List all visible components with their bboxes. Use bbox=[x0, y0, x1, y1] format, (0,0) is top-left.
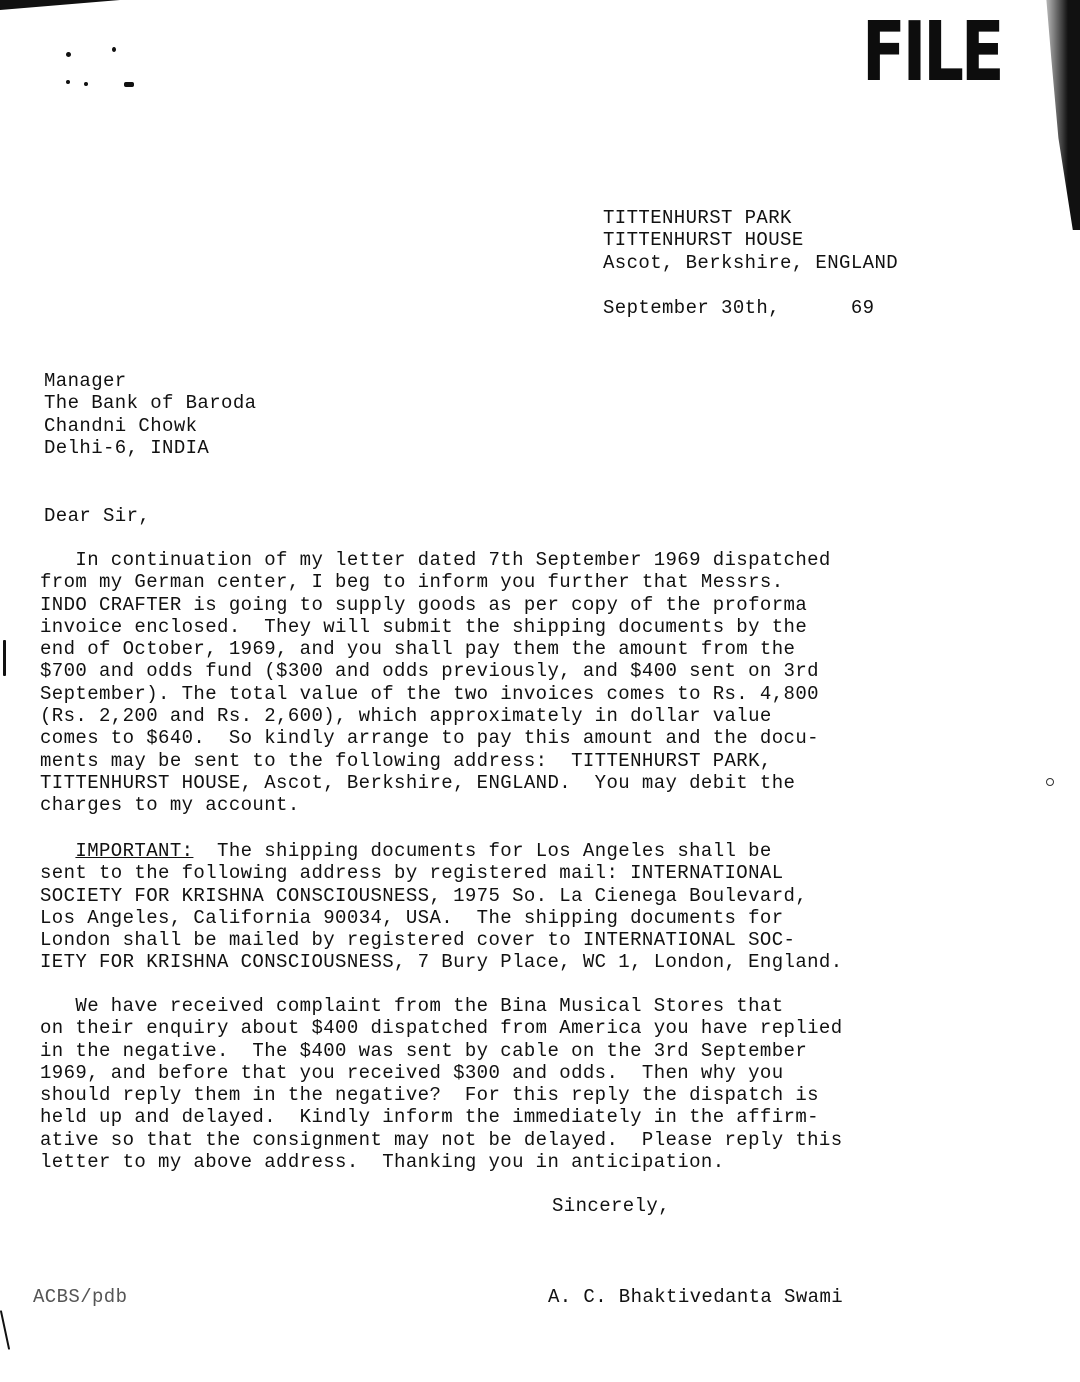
scan-edge-artifact bbox=[0, 0, 120, 10]
paragraph-line: IMPORTANT: The shipping documents for Los Angeles shall be bbox=[75, 840, 772, 862]
salutation-text: Dear Sir, bbox=[44, 505, 151, 527]
closing bbox=[552, 1195, 670, 1217]
reference-initials bbox=[33, 1286, 127, 1308]
paragraph-line: INDO CRAFTER is going to supply goods as per copy of the proforma bbox=[40, 593, 808, 616]
paragraph-line: IETY FOR KRISHNA CONSCIOUSNESS, 7 Bury Place, WC 1, London, England. bbox=[40, 951, 843, 974]
paragraph-line: $700 and odds fund ($300 and odds previously, and $400 sent on 3rd bbox=[40, 660, 819, 683]
paragraph-line: on their enquiry about $400 dispatched from America you have replied bbox=[40, 1017, 843, 1040]
scan-speck bbox=[0, 1310, 10, 1350]
paragraph-1 bbox=[40, 549, 831, 817]
scan-speck bbox=[1046, 778, 1054, 786]
paragraph-line: We have received complaint from the Bina Musical Stores that bbox=[40, 995, 784, 1017]
scan-speck bbox=[66, 80, 70, 84]
recipient-line: The Bank of Baroda bbox=[44, 392, 257, 415]
signature-block bbox=[548, 1286, 843, 1308]
recipient-line: Delhi-6, INDIA bbox=[44, 436, 210, 459]
recipient-line: Chandni Chowk bbox=[44, 414, 198, 437]
paragraph-line: in the negative. The $400 was sent by cable on the 3rd September bbox=[40, 1039, 808, 1062]
scan-speck bbox=[3, 640, 6, 676]
paragraph-line: should reply them in the negative? For this reply the dispatch is bbox=[40, 1084, 819, 1107]
paragraph-line: September). The total value of the two invoices comes to Rs. 4,800 bbox=[40, 682, 819, 705]
paragraph-line: charges to my account. bbox=[40, 794, 300, 817]
important-label: IMPORTANT: bbox=[75, 840, 194, 862]
paragraph-line: In continuation of my letter dated 7th September 1969 dispatched bbox=[40, 549, 831, 571]
paragraph-line: TITTENHURST HOUSE, Ascot, Berkshire, ENGLAND. You may debit the bbox=[40, 771, 796, 794]
sender-address-line: TITTENHURST PARK bbox=[603, 207, 792, 229]
sender-address-line: TITTENHURST HOUSE bbox=[603, 229, 804, 252]
paragraph-line: Los Angeles, California 90034, USA. The shipping documents for bbox=[40, 906, 784, 929]
reference-text: ACBS/pdb bbox=[33, 1286, 128, 1308]
salutation bbox=[44, 505, 150, 527]
paragraph-line: letter to my above address. Thanking you in anticipation. bbox=[40, 1151, 725, 1174]
signature-name: A. C. Bhaktivedanta Swami bbox=[548, 1286, 844, 1308]
paragraph-2 bbox=[40, 840, 843, 974]
paragraph-line: ative so that the consignment may not be delayed. Please reply this bbox=[40, 1128, 843, 1151]
date-text: September 30th, 69 bbox=[603, 297, 875, 319]
paragraph-line: comes to $640. So kindly arrange to pay this amount and the docu- bbox=[40, 727, 819, 750]
recipient-address bbox=[44, 370, 256, 459]
paragraph-line: end of October, 1969, and you shall pay them the amount from the bbox=[40, 638, 796, 661]
paragraph-3 bbox=[40, 995, 843, 1173]
paragraph-line: ments may be sent to the following address: TITTENHURST PARK, bbox=[40, 749, 772, 772]
paragraph-line: London shall be mailed by registered cover to INTERNATIONAL SOC- bbox=[40, 929, 796, 952]
scan-speck bbox=[112, 47, 116, 52]
paragraph-line: (Rs. 2,200 and Rs. 2,600), which approximately in dollar value bbox=[40, 705, 772, 728]
letter-date bbox=[603, 297, 874, 319]
scan-edge-artifact bbox=[1032, 0, 1080, 230]
recipient-line: Manager bbox=[44, 370, 127, 392]
sender-address-line: Ascot, Berkshire, ENGLAND bbox=[603, 251, 899, 274]
paragraph-line: held up and delayed. Kindly inform the immediately in the affirm- bbox=[40, 1106, 819, 1129]
paragraph-line: 1969, and before that you received $300 and odds. Then why you bbox=[40, 1061, 784, 1084]
paragraph-line: SOCIETY FOR KRISHNA CONSCIOUSNESS, 1975 So. La Cienega Boulevard, bbox=[40, 884, 808, 907]
file-stamp: FILE bbox=[862, 5, 1002, 100]
paragraph-line: sent to the following address by registered mail: INTERNATIONAL bbox=[40, 862, 784, 885]
scan-speck bbox=[66, 52, 71, 57]
paragraph-line: invoice enclosed. They will submit the shipping documents by the bbox=[40, 615, 808, 638]
scan-speck bbox=[124, 82, 134, 87]
closing-text: Sincerely, bbox=[552, 1195, 671, 1217]
sender-address bbox=[603, 207, 898, 274]
scan-speck bbox=[84, 82, 88, 86]
paragraph-line: from my German center, I beg to inform you further that Messrs. bbox=[40, 571, 784, 594]
